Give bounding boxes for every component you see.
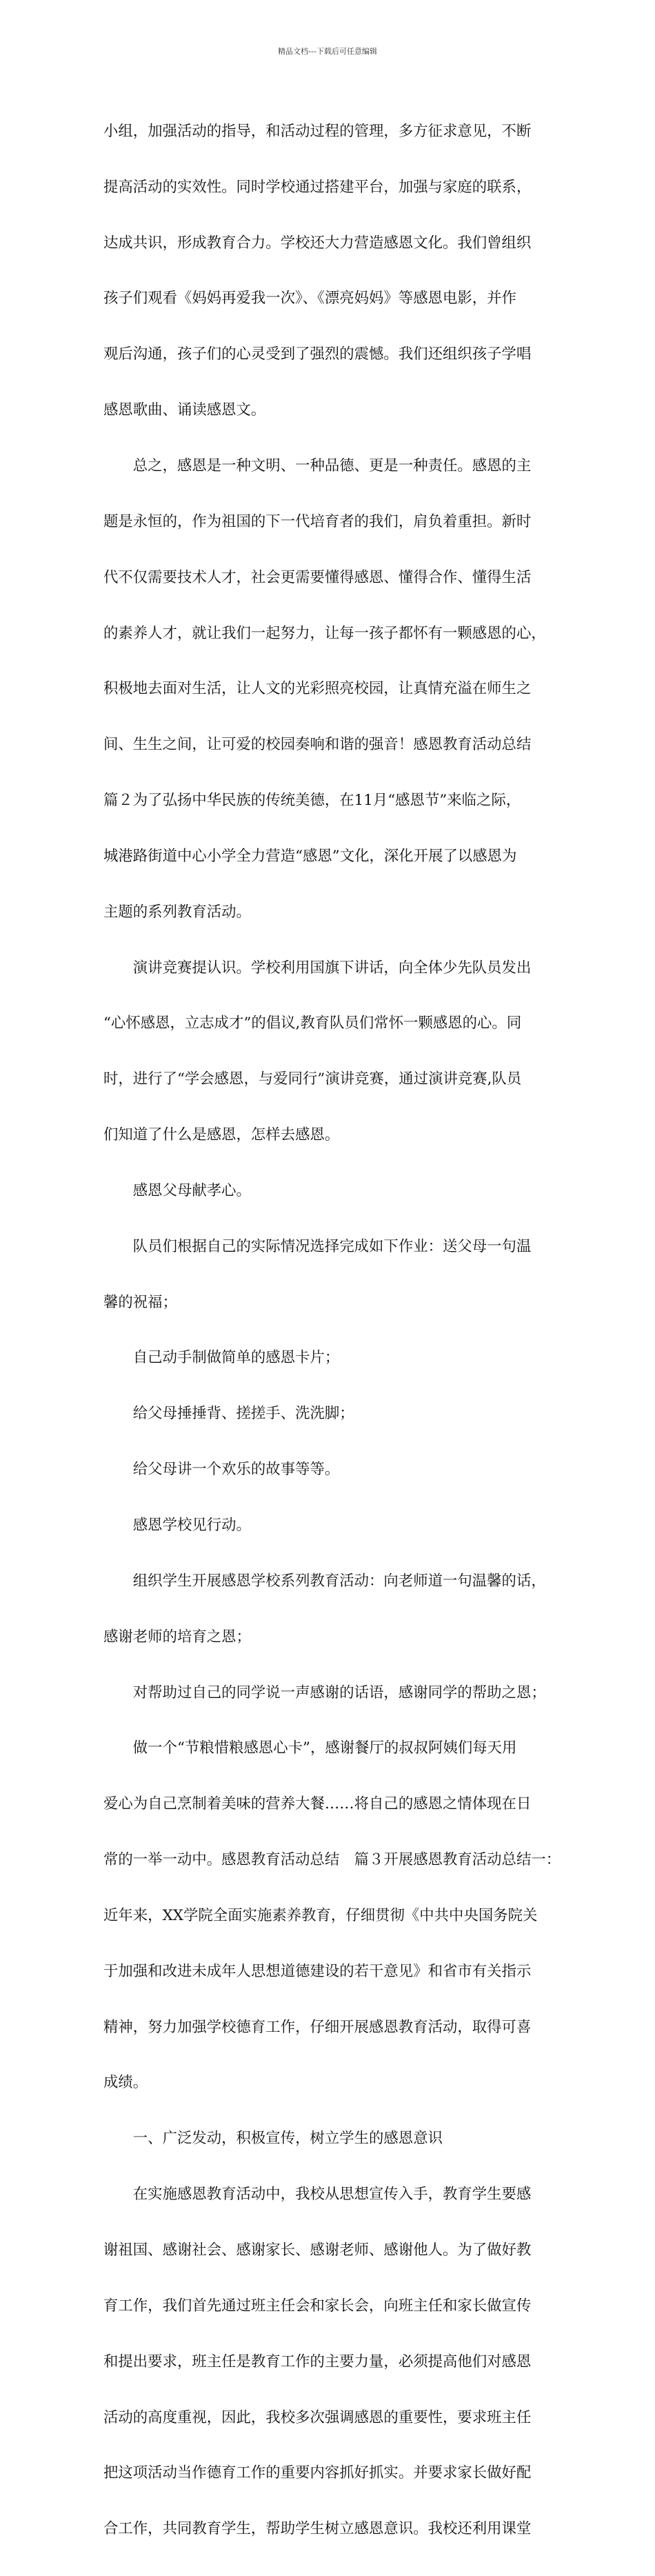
text-line: 做一个“节粮惜粮感恩心卡”，感谢餐厅的叔叔阿姨们每天用 (103, 1739, 517, 1757)
text-line: 提高活动的实效性。同时学校通过搭建平台，加强与家庭的联系， (103, 178, 532, 196)
text-line: 篇２为了弘扬中华民族的传统美德，在11月“感恩节”来临之际， (103, 792, 521, 810)
text-line: 组织学生开展感恩学校系列教育活动：向老师道一句温馨的话， (103, 1572, 546, 1590)
text-line: 的素养人才，就让我们一起努力，让每一孩子都怀有一颗感恩的心， (103, 624, 546, 642)
text-line: 一、广泛发动，积极宣传，树立学生的感恩意识 (103, 2130, 443, 2148)
text-line: 馨的祝福； (103, 1293, 177, 1311)
text-line: 成绩。 (103, 2074, 148, 2092)
document-body (103, 86, 571, 2576)
text-line: 常的一举一动中。感恩教育活动总结 篇３开展感恩教育活动总结一： (103, 1851, 561, 1869)
text-line: 题是永恒的，作为祖国的下一代培育者的我们，肩负着重担。新时 (103, 512, 532, 530)
text-line: 主题的系列教育活动。 (103, 903, 251, 921)
text-line: 在实施感恩教育活动中，我校从思想宣传入手，教育学生要感 (103, 2186, 532, 2204)
text-line: 合工作，共同教育学生，帮助学生树立感恩意识。我校还利用课堂 (103, 2520, 532, 2538)
text-line: 把这项活动当作德育工作的重要内容抓好抓实。并要求家长做好配 (103, 2464, 532, 2482)
text-line: 感谢老师的培育之恩； (103, 1628, 251, 1646)
page-header: 精品文档---下载后可任意编辑 (278, 47, 377, 56)
text-line: “心怀感恩，立志成才”的倡议,教育队员们常怀一颗感恩的心。同 (103, 1015, 522, 1032)
text-line: 精神，努力加强学校德育工作，仔细开展感恩教育活动，取得可喜 (103, 2018, 532, 2036)
body-text (103, 86, 571, 2576)
text-line: 达成共识，形成教育合力。学校还大力营造感恩文化。我们曾组织 (103, 234, 532, 252)
text-line: 自己动手制做简单的感恩卡片； (103, 1349, 340, 1367)
text-line: 间、生生之间，让可爱的校园奏响和谐的强音！感恩教育活动总结 (103, 736, 532, 754)
text-line: 感恩歌曲、诵读感恩文。 (103, 401, 266, 419)
text-line: 对帮助过自己的同学说一声感谢的话语，感谢同学的帮助之恩； (103, 1684, 546, 1701)
text-line: 队员们根据自己的实际情况选择完成如下作业：送父母一句温 (103, 1237, 532, 1255)
text-line: 感恩学校见行动。 (103, 1517, 251, 1534)
text-line: 感恩父母献孝心。 (103, 1181, 251, 1199)
text-line: 活动的高度重视，因此，我校多次强调感恩的重要性，要求班主任 (103, 2408, 532, 2426)
text-line: 和提出要求，班主任是教育工作的主要力量，必须提高他们对感恩 (103, 2353, 532, 2370)
text-line: 于加强和改进未成年人思想道德建设的若干意见》和省市有关指示 (103, 1962, 532, 1980)
text-line: 爱心为自己烹制着美味的营养大餐……将自己的感恩之情体现在日 (103, 1795, 532, 1813)
text-line: 给父母捶捶背、搓搓手、洗洗脚； (103, 1405, 354, 1423)
text-line: 给父母讲一个欢乐的故事等等。 (103, 1461, 340, 1479)
text-line: 演讲竞赛提认识。学校利用国旗下讲话，向全体少先队员发出 (103, 959, 532, 977)
text-line: 总之，感恩是一种文明、一种品德、更是一种责任。感恩的主 (103, 457, 532, 475)
text-line: 育工作，我们首先通过班主任会和家长会，向班主任和家长做宣传 (103, 2297, 532, 2315)
text-line: 谢祖国、感谢社会、感谢家长、感谢老师、感谢他人。为了做好教 (103, 2241, 532, 2259)
text-line: 观后沟通，孩子们的心灵受到了强烈的震憾。我们还组织孩子学唱 (103, 346, 532, 363)
text-line: 积极地去面对生活，让人文的光彩照亮校园，让真情充溢在师生之 (103, 680, 532, 698)
text-line: 孩子们观看《妈妈再爱我一次》、《漂亮妈妈》等感恩电影，并作 (103, 290, 516, 308)
text-line: 代不仅需要技术人才，社会更需要懂得感恩、懂得合作、懂得生活 (103, 568, 532, 586)
text-line: 近年来，XX学院全面实施素养教育，仔细贯彻《中共中央国务院关 (103, 1906, 538, 1924)
text-line: 小组，加强活动的指导，和活动过程的管理，多方征求意见，不断 (103, 122, 532, 140)
text-line: 们知道了什么是感恩，怎样去感恩。 (103, 1126, 340, 1144)
text-line: 城港路街道中心小学全力营造“感恩”文化，深化开展了以感恩为 (103, 847, 517, 865)
text-line: 时，进行了“学会感恩，与爱同行”演讲竞赛，通过演讲竞赛,队员 (103, 1070, 522, 1088)
